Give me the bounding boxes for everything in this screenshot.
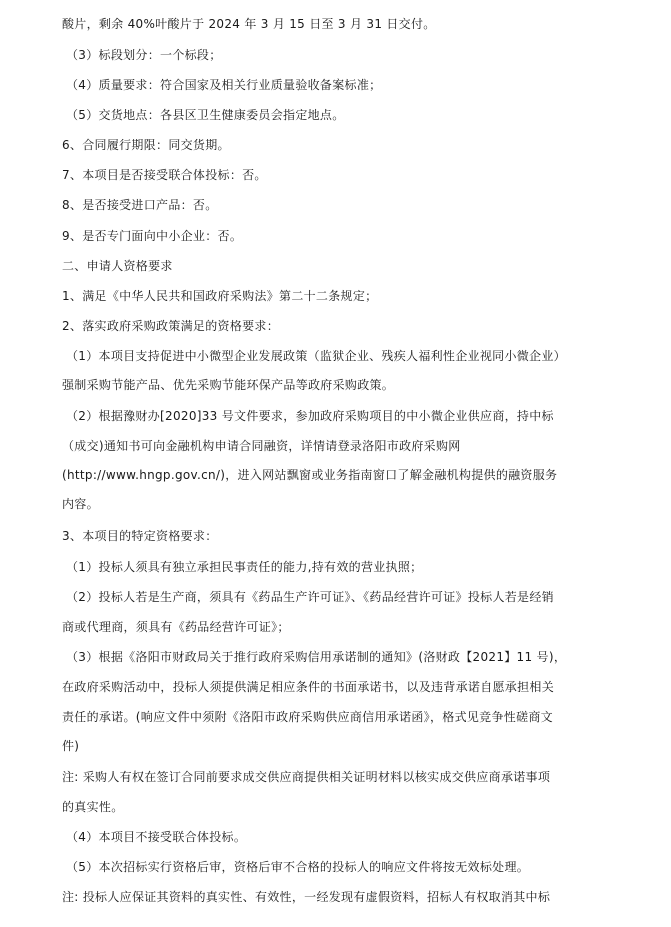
text-line-20: （2）投标人若是生产商，须具有《药品生产许可证》、《药品经营许可证》投标人若是经销 [66,590,554,604]
text-line-16: (http://www.hngp.gov.cn/)，进入网站飘窗或业务指南窗口了解金融机构提供的融资服务 [62,468,558,482]
text-line-14: （2）根据豫财办[2020]33 号文件要求，参加政府采购项目的中小微企业供应商，持中标 [66,409,554,423]
text-line-28: （4）本项目不接受联合体投标。 [66,830,247,844]
text-line-18: 3、本项目的特定资格要求： [62,529,218,543]
text-line-12: （1）本项目支持促进中小微型企业发展政策（监狱企业、残疾人福利性企业视同小微企业） [66,349,566,363]
text-line-21: 商或代理商，须具有《药品经营许可证》； [62,620,290,634]
text-line-22: （3）根据《洛阳市财政局关于推行政府采购信用承诺制的通知》(洛财政【2021】11 号)， [66,650,567,664]
text-line-26: 注: 采购人有权在签订合同前要求成交供应商提供相关证明材料以核实成交供应商承诺事项 [62,770,551,784]
section-heading: 二、申请人资格要求 [62,259,173,273]
text-line-27: 的真实性。 [62,800,124,814]
text-line-10: 1、满足《中华人民共和国政府采购法》第二十二条规定； [62,289,378,303]
text-line-15: （成交)通知书可向金融机构申请合同融资，详情请登录洛阳市政府采购网 [62,439,461,453]
text-line-6: 7、本项目是否接受联合体投标：否。 [62,168,267,182]
text-line-30: 注: 投标人应保证其资料的真实性、有效性，一经发现有虚假资料，招标人有权取消其中标 [62,890,551,904]
text-line-23: 在政府采购活动中，投标人须提供满足相应条件的书面承诺书，以及违背承诺自愿承担相关 [62,680,555,694]
text-line-3: （4）质量要求：符合国家及相关行业质量验收备案标准； [66,78,382,92]
text-line-29: （5）本次招标实行资格后审，资格后审不合格的投标人的响应文件将按无效标处理。 [66,860,530,874]
text-line-19: （1）投标人须具有独立承担民事责任的能力,持有效的营业执照； [66,560,423,574]
text-line-11: 2、落实政府采购政策满足的资格要求： [62,319,280,333]
text-line-17: 内容。 [62,497,99,511]
text-line-25: 件) [62,739,80,753]
text-line-7: 8、是否接受进口产品：否。 [62,198,218,212]
text-line-24: 责任的承诺。(响应文件中须附《洛阳市政府采购供应商信用承诺函》，格式见竞争性磋商文 [62,710,553,724]
text-line-13: 强制采购节能产品、优先采购节能环保产品等政府采购政策。 [62,378,395,392]
text-line-2: （3）标段划分：一个标段； [66,48,222,62]
text-line-1: 酸片，剩余 40%叶酸片于 2024 年 3 月 15 日至 3 月 31 日交付。 [62,17,436,31]
text-line-4: （5）交货地点：各县区卫生健康委员会指定地点。 [66,108,345,122]
text-line-5: 6、合同履行期限：同交货期。 [62,138,230,152]
text-line-8: 9、是否专门面向中小企业：否。 [62,229,243,243]
